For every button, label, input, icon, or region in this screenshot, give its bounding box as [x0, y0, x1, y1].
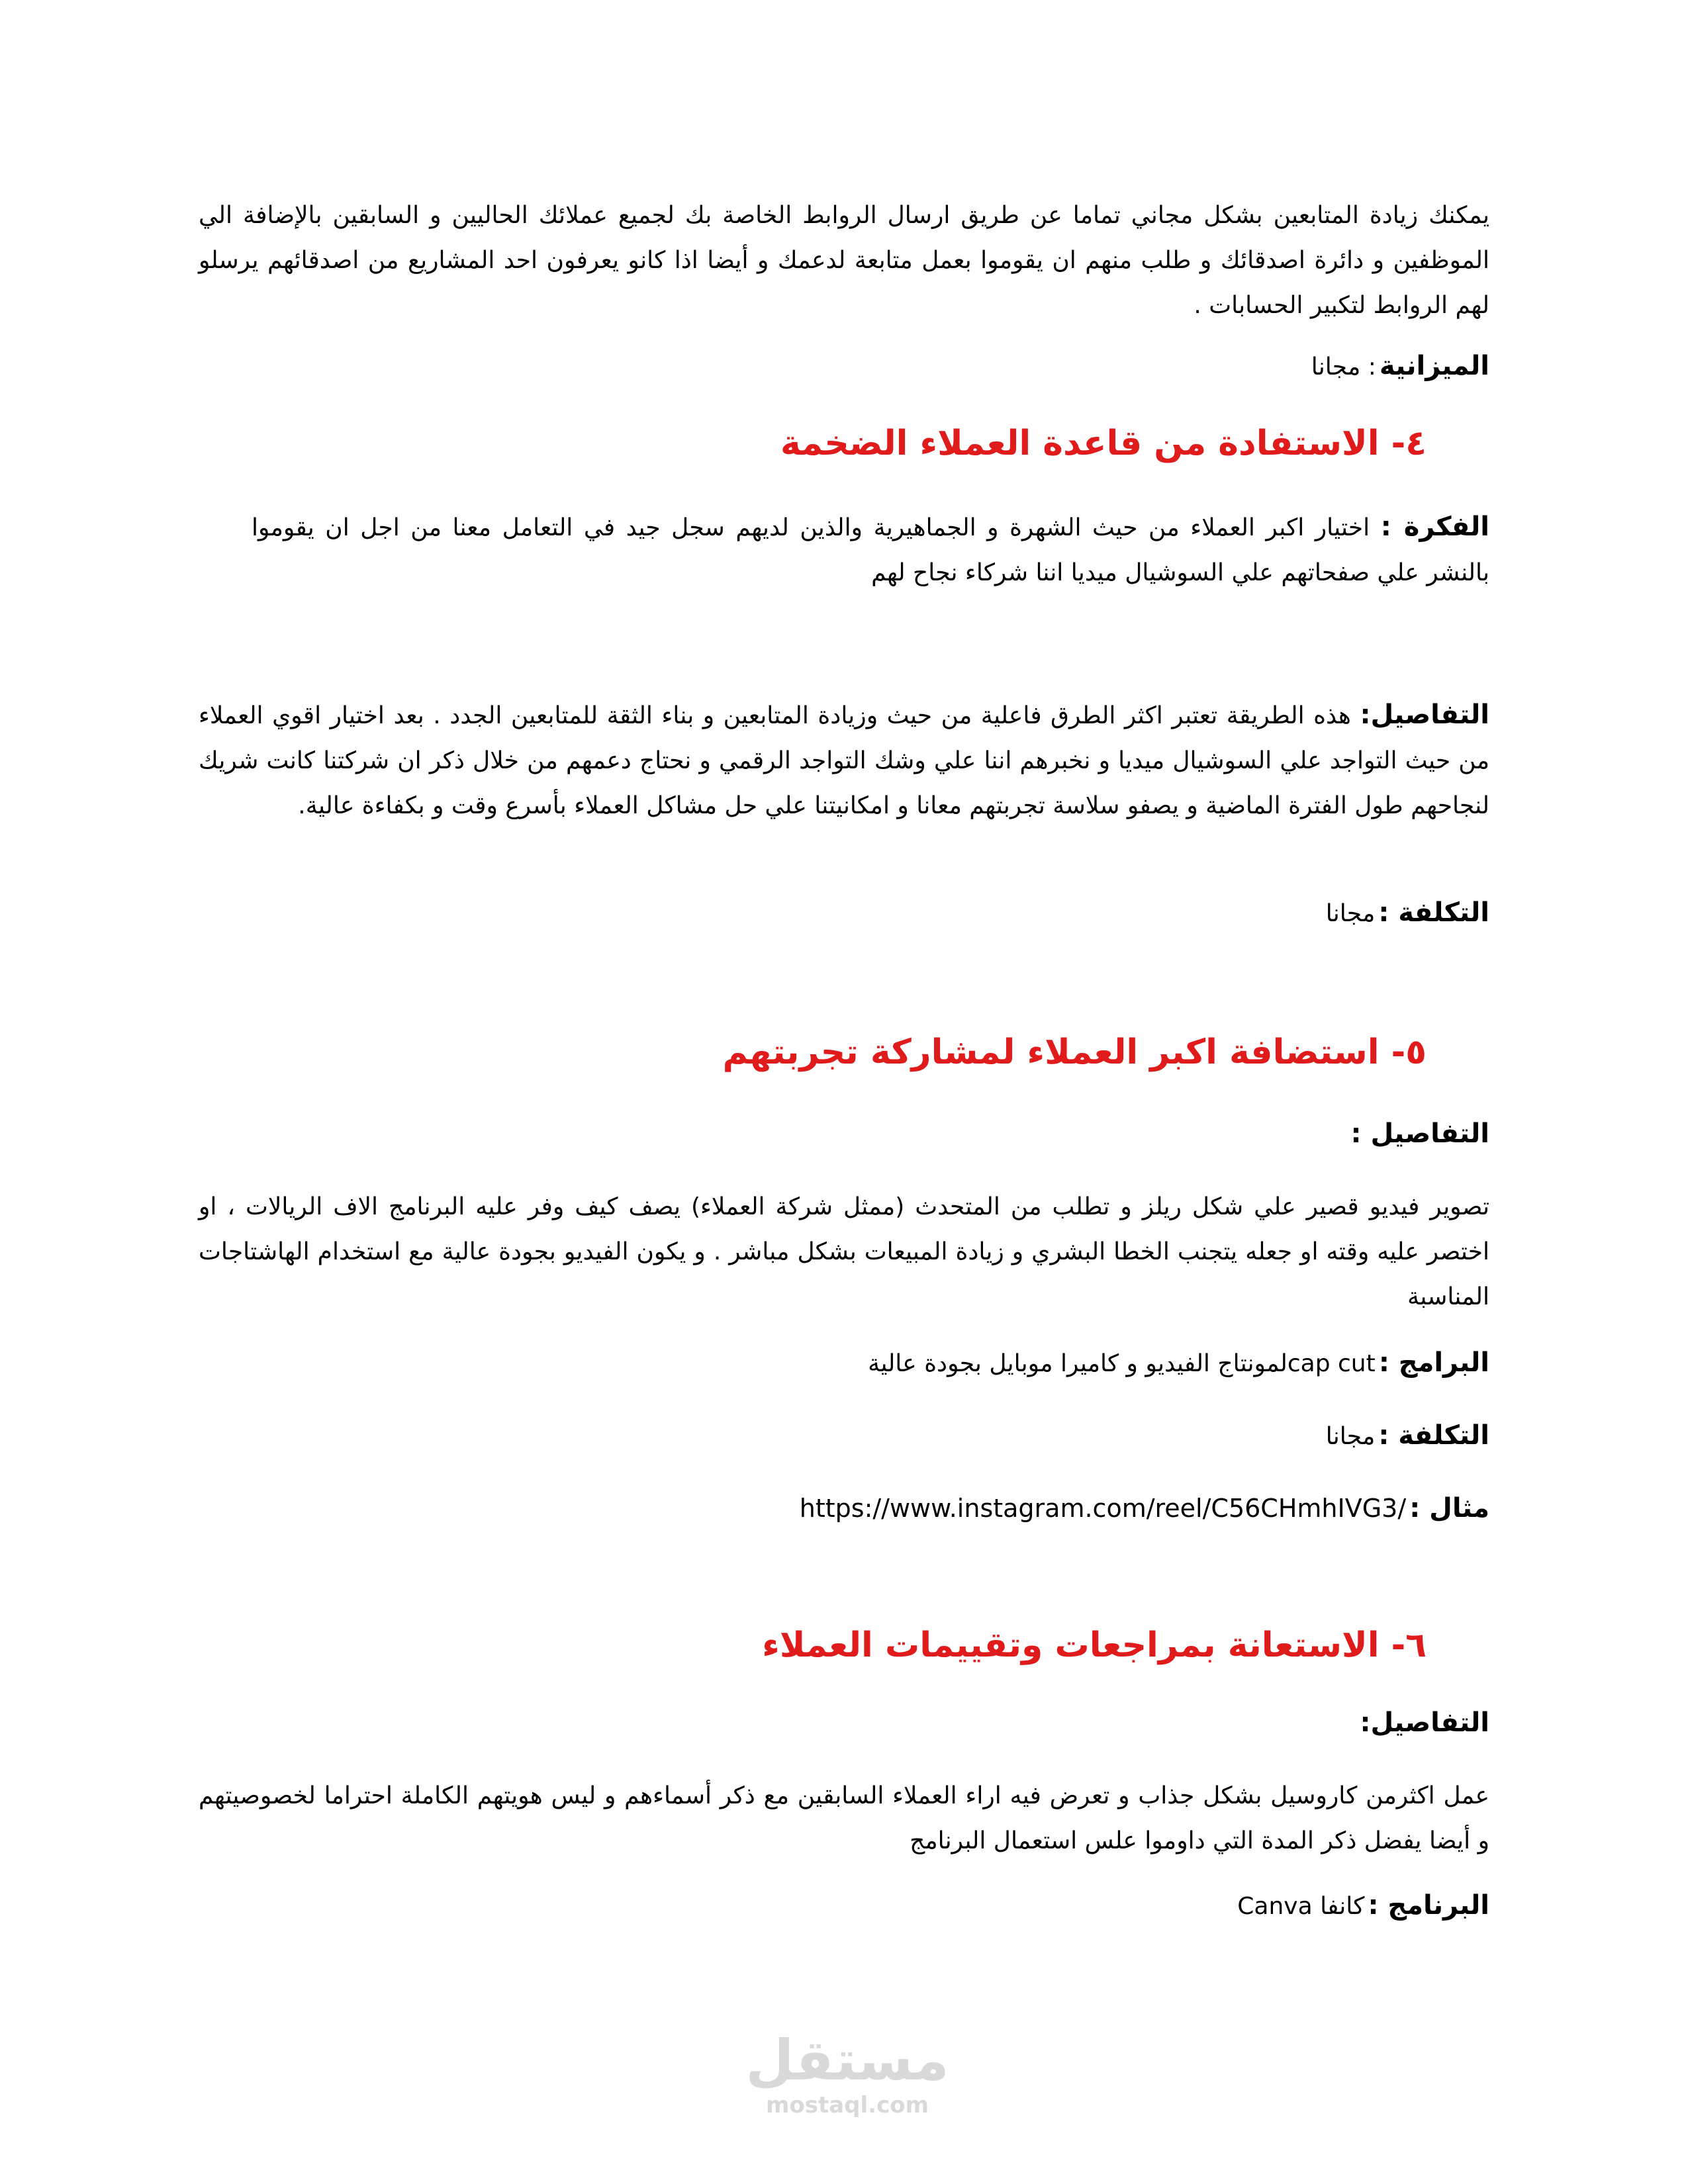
- section5-cost-value: مجانا: [1325, 1423, 1376, 1450]
- section6-details-label: التفاصيل:: [1360, 1707, 1489, 1738]
- section4-idea-text: اختيار اكبر العملاء من حيث الشهرة و الجماهيرية والذين لديهم سجل جيد في التعامل معنا من اجل ان يقوموا بالنشر علي صفحاتهم علي السوشيال ميديا اننا شركاء نجاح لهم: [252, 514, 1489, 586]
- budget-label: الميزانية: [1379, 351, 1489, 381]
- budget-value: : مجانا: [1311, 353, 1376, 381]
- section6-program: [199, 1890, 1489, 1921]
- watermark-domain: mostaql.com: [765, 2092, 929, 2118]
- section5-programs: [199, 1347, 1489, 1378]
- section6-program-value: كانفا Canva: [1237, 1893, 1365, 1920]
- section4-cost: [199, 897, 1489, 928]
- section6-heading: ٦- الاستعانة بمراجعات وتقييمات العملاء: [762, 1625, 1427, 1665]
- intro-paragraph: يمكنك زيادة المتابعين بشكل مجاني تماما عن طريق ارسال الروابط الخاصة بك لجميع عملائك الحاليين و السابقين بالإضافة الي الموظفين و دائرة اصدقائك و طلب منهم ان يقوموا بعمل متابعة لدعمك و أيضا اذا كانو يعرفون احد المشاريع من اصدقائهم يرسلو لهم الروابط لتكبير الحسابات .: [199, 202, 1489, 319]
- section4-details-text: هذه الطريقة تعتبر اكثر الطرق فاعلية من حيث وزيادة المتابعين و بناء الثقة للمتابعين الجدد . بعد اختيار اقوي العملاء من حيث التواجد علي السوشيال ميديا و نخبرهم اننا علي وشك التواجد الرقمي و نحتاج دعمهم من خلال ذكر ان شركتنا كانت شريك لنجاحهم طول الفترة الماضية و يصفو سلاسة تجربتهم معانا و امكانيتنا علي حل مشاكل العملاء بأسرع وقت و بكفاءة عالية.: [199, 702, 1489, 819]
- mostaql-watermark: [715, 2028, 980, 2118]
- section5-programs-text: لمونتاج الفيديو و كاميرا موبايل بجودة عالية: [868, 1350, 1288, 1377]
- section5-details: [199, 1185, 1489, 1320]
- section4-details: [199, 692, 1489, 829]
- section5-cost-label: التكلفة :: [1378, 1420, 1489, 1451]
- section4-details-label: التفاصيل:: [1360, 700, 1489, 730]
- section6-details-label-line: [199, 1707, 1489, 1738]
- section4-idea: [252, 504, 1489, 596]
- section5-example: [199, 1493, 1489, 1524]
- section5-programs-app: cap cut: [1287, 1350, 1376, 1377]
- intro-budget-line: [199, 351, 1489, 381]
- section4-idea-label: الفكرة :: [1380, 512, 1489, 542]
- section5-example-label: مثال :: [1409, 1493, 1489, 1524]
- section5-example-link[interactable]: https://www.instagram.com/reel/C56CHmhIVG3/: [799, 1494, 1407, 1523]
- section4-heading: ٤- الاستفادة من قاعدة العملاء الضخمة: [780, 424, 1427, 463]
- intro-block: [199, 193, 1489, 328]
- section6-program-label: البرنامج :: [1368, 1890, 1489, 1921]
- section6-details-text: عمل اكثرمن كاروسيل بشكل جذاب و تعرض فيه اراء العملاء السابقين مع ذكر أسماءهم و ليس هويتهم الكاملة احتراما لخصوصيتهم و أيضا يفضل ذكر المدة التي داوموا علس استعمال البرنامج: [199, 1782, 1489, 1854]
- section5-details-label-line: [199, 1118, 1489, 1149]
- section4-cost-label: التكلفة :: [1378, 897, 1489, 928]
- section4-cost-value: مجانا: [1325, 900, 1376, 927]
- section5-heading: ٥- استضافة اكبر العملاء لمشاركة تجربتهم: [722, 1032, 1427, 1072]
- section5-details-text: تصوير فيديو قصير علي شكل ريلز و تطلب من المتحدث (ممثل شركة العملاء) يصف كيف وفر عليه البرنامج الاف الريالات ، او اختصر عليه وقته او جعله يتجنب الخطا البشري و زيادة المبيعات بشكل مباشر . و يكون الفيديو بجودة عالية مع استخدام الهاشتاجات المناسبة: [199, 1193, 1489, 1310]
- section6-details: [199, 1774, 1489, 1864]
- watermark-arabic-logo: مستقل: [745, 2028, 949, 2093]
- section5-programs-label: البرامج :: [1378, 1347, 1489, 1378]
- section5-cost: [199, 1420, 1489, 1451]
- section5-details-label: التفاصيل :: [1350, 1118, 1489, 1149]
